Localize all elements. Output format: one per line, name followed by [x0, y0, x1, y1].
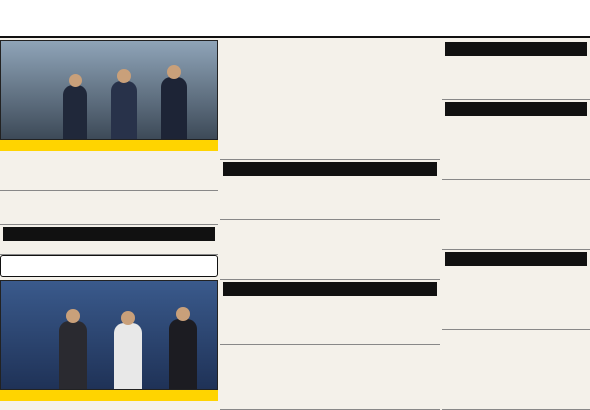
- story[interactable]: [442, 40, 590, 100]
- story-body: [445, 116, 587, 146]
- story-headline: [3, 153, 215, 169]
- person-figure: [169, 319, 197, 389]
- top-photo[interactable]: [0, 40, 218, 140]
- bottom-photo[interactable]: [0, 280, 218, 390]
- person-figure: [59, 321, 87, 389]
- story[interactable]: [220, 160, 440, 220]
- story-headline: [445, 102, 587, 116]
- story-body: [223, 296, 437, 326]
- story-headline: [445, 332, 587, 346]
- person-figure: [111, 81, 137, 139]
- story-body: [223, 176, 437, 206]
- middle-column: [220, 40, 440, 410]
- person-head: [121, 311, 135, 325]
- masthead: [0, 0, 590, 38]
- lead-body: [223, 58, 437, 138]
- person-head: [69, 74, 82, 87]
- person-head: [176, 307, 190, 321]
- story[interactable]: [220, 345, 440, 410]
- person-figure: [114, 323, 142, 389]
- photo-image: [1, 41, 217, 139]
- story[interactable]: [442, 330, 590, 410]
- story-headline: [445, 182, 587, 196]
- left-column: [0, 40, 218, 410]
- story-body: [3, 207, 215, 221]
- story-body: [445, 266, 587, 296]
- photo-caption: [0, 140, 218, 151]
- story-headline: [223, 222, 437, 236]
- story[interactable]: [442, 180, 590, 250]
- story[interactable]: [220, 220, 440, 280]
- story-headline: [223, 347, 437, 361]
- person-head: [117, 69, 131, 83]
- person-head: [66, 309, 80, 323]
- story-headline: [3, 193, 215, 207]
- lead-story[interactable]: [220, 40, 440, 160]
- lead-headline: [223, 42, 437, 58]
- photo-image: [1, 281, 217, 389]
- story[interactable]: [0, 151, 218, 191]
- section-banner: [0, 255, 218, 277]
- photo-caption: [0, 390, 218, 401]
- story-body: [445, 196, 587, 226]
- story[interactable]: [0, 191, 218, 225]
- story-headline: [3, 227, 215, 241]
- right-column: [442, 40, 590, 410]
- story-headline: [223, 282, 437, 296]
- story-body: [223, 361, 437, 391]
- story-body: [445, 56, 587, 86]
- person-head: [167, 65, 181, 79]
- story-headline: [445, 42, 587, 56]
- story-headline: [445, 252, 587, 266]
- person-figure: [161, 77, 187, 139]
- story[interactable]: [442, 250, 590, 330]
- story[interactable]: [0, 225, 218, 255]
- story-body: [445, 346, 587, 376]
- story-headline: [223, 162, 437, 176]
- story[interactable]: [220, 280, 440, 345]
- story-body: [223, 236, 437, 266]
- person-figure: [63, 85, 87, 139]
- story[interactable]: [442, 100, 590, 180]
